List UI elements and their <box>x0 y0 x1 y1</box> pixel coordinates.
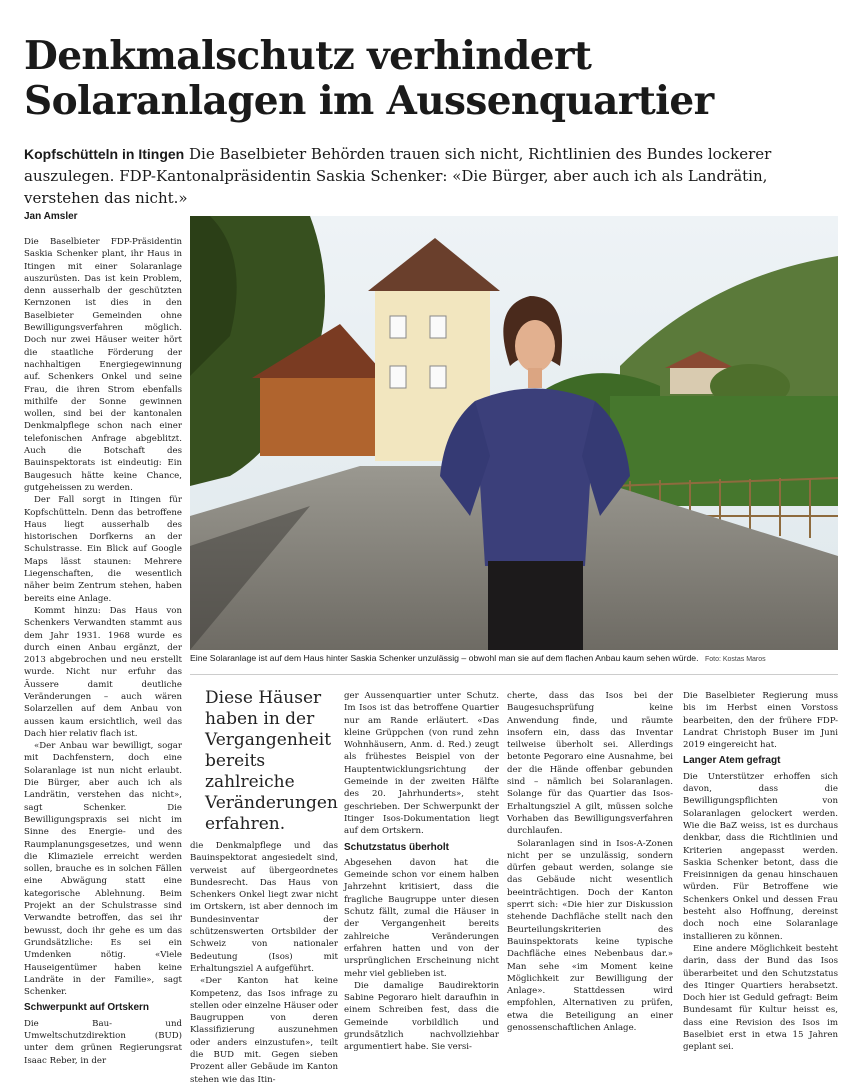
photo-credit: Foto: Kostas Maros <box>704 656 766 663</box>
column-5 <box>683 690 838 1054</box>
article-photo <box>190 216 838 650</box>
column-1 <box>24 236 182 1067</box>
caption-text: Eine Solaranlage ist auf dem Haus hinter Saskia Schenker unzulässig – obwohl man sie auf dem flachen Anbau kaum sehen würde. <box>190 653 699 663</box>
paragraph: cherte, dass das Isos bei der Baugesuchsprüfung keine Anwendung finde, und räumte insofern ein, dass das Inventar teilweise überholt sei. Allerdings betonte Pegoraro eine Ausnahme, bei der die Hände offenbar gebunden sind – nämlich bei Solaranlagen. Solange für das Quartier das Isos-Erhaltungsziel A gilt, müssen solche Vorhaben das Bewilligungsverfahren durchlaufen. <box>507 691 673 837</box>
headline: Denkmalschutz verhindert Solaranlagen im Aussenquartier <box>24 33 714 124</box>
divider <box>190 674 838 675</box>
photo-caption <box>190 653 838 665</box>
subheading: Schutzstatus überholt <box>344 841 450 853</box>
paragraph: ger Aussenquartier unter Schutz. Im Isos ist das betroffene Quartier nur am Rande erläutert. «Das kleine Grüppchen (von rund zehn Wohnhäusern, Anm. d. Red.) zeugt als frühestes Beispiel von der Hauptentwicklungsrichtung der Gemeinde in der zweiten Hälfte des 20. Jahrhunderts», steht geschrieben. Der Schwerpunkt der Itinger Isos-Dokumentation liegt auf dem Ortskern. <box>344 691 499 837</box>
kicker: Kopfschütteln in Itingen <box>24 146 185 162</box>
paragraph: Die Baselbieter FDP-Präsidentin Saskia Schenker plant, ihr Haus in Itingen mit einer Solaranlage auszurüsten. Das ist kein Problem, denn ausserhalb der geschützten Kernzonen ist dies in den Baselbieter Gemeinden ohne Bewilligungsverfahren möglich. Doch nur zwei Häuser weiter hört die staatliche Förderung der nachhaltigen Energiegewinnung auf. Schenkers Onkel und seine Frau, die ihren Strom ebenfalls mithilfe der Sonne gewinnen wollen, sind bei der kantonalen Denkmalpflege schon nach einer telefonischen Anfrage abgeblitzt. Auch die Botschaft des Bauinspektorats ist eindeutig: Ein Baugesuch hätte keine Chance, gutgeheissen zu werden. <box>24 237 182 493</box>
paragraph: Solaranlagen sind in Isos-A-Zonen nicht per se unzulässig, sondern dürfen gebaut werden, solange sie das Gebäude nicht wesentlich beeinträchtigen. Doch der Kanton sperrt sich: «Die hier zur Diskussion stehende Dachfläche stellt nach den Beurteilungskriterien des Bauinspektorats keine typische Dachfläche eines Nebenbaus dar.» Man sehe «im Moment keine Möglichkeit zur Bewilligung der Anlage». Stattdessen wird empfohlen, Alternativen zu prüfen, etwa die Beteiligung an einer genossenschaftlichen Anlage. <box>507 838 673 1034</box>
column-2 <box>190 840 338 1086</box>
paragraph: die Denkmalpflege und das Bauinspektorat angesiedelt sind, verweist auf übergeordnetes Bundesrecht. Das Haus von Schenkers Onkel liegt zwar nicht im Ortskern, ist aber dennoch im Bundesinventar der schützenswerten Ortsbilder der Schweiz von nationaler Bedeutung (Isos) mit Erhaltungsziel A aufgeführt. <box>190 841 338 974</box>
paragraph: «Der Kanton hat keine Kompetenz, das Isos infrage zu stellen oder einzelne Häuser oder Baugruppen von deren Klassifizierung auszunehmen oder anders einzustufen», teilt die BUD mit. Gegen sieben Prozent aller Gebäude im Kanton stehen wie das Itin- <box>190 976 338 1085</box>
paragraph: «Der Anbau war bewilligt, sogar mit Dachfenstern, doch eine Solaranlage ist nun nicht erlaubt. Die Bürger, aber auch ich als Landrätin, verstehen das nicht», sagt Schenker. Die Bewilligungspraxis sei nicht im Sinne des Energie- und des Raumplanungsgesetzes, und wenn die Klimaziele erreicht werden sollen, brauche es in solchen Fällen eine Abwägung statt eine kategorische Ablehnung. Beim Projekt an der Schulstrasse sind Verwandte betroffen, das sei ihr bewusst, doch ihr gehe es um das Grundsätzliche: Es sei ein Umdenken nötig. «Viele Hauseigentümer haben keine Landräte in der Familie», sagt Schenker. <box>24 741 182 998</box>
paragraph: Abgesehen davon hat die Gemeinde schon vor einem halben Jahrzehnt kritisiert, dass die fragliche Baugruppe unter diesen Schutz fällt, zumal die Häuser in der Vergangenheit bereits zahlreiche Veränderungen erfahren hatten und von der ursprünglichen Erscheinung nicht mehr viel geblieben ist. <box>344 857 499 979</box>
lead <box>24 143 834 209</box>
subheading: Langer Atem gefragt <box>683 755 781 767</box>
lead-text: Die Baselbieter Behörden trauen sich nicht, Richtlinien des Bundes lockerer auszulegen. FDP-Kantonalpräsidentin Saskia Schenker: «Die Bürger, aber auch ich als Landrätin, verstehen das nicht.» <box>24 145 772 207</box>
pull-quote: Diese Häuser haben in der Vergangenheit bereits zahlreiche Veränderungen erfahren. <box>205 688 338 834</box>
column-3 <box>344 690 499 1054</box>
author-byline: Jan Amsler <box>24 211 78 222</box>
subheading: Schwerpunkt auf Ortskern <box>24 1002 150 1014</box>
paragraph: Die Baselbieter Regierung muss bis im Herbst einen Vorstoss bearbeiten, den der frühere FDP-Landrat Christoph Buser im Juni 2019 eingereicht hat. <box>683 691 838 751</box>
paragraph: Die Bau- und Umweltschutzdirektion (BUD) unter dem grünen Regierungsrat Isaac Reber, in der <box>24 1018 182 1066</box>
paragraph: Der Fall sorgt in Itingen für Kopfschütteln. Denn das betroffene Haus liegt ausserhalb des historischen Dorfkerns an der Schulstrasse. Ein Blick auf Google Maps lässt staunen: Mehrere Liegenschaften, die wesentlich näher beim Zentrum stehen, haben bereits eine Anlage. <box>24 495 182 604</box>
paragraph: Die damalige Baudirektorin Sabine Pegoraro hielt daraufhin in einem Schreiben fest, dass die Gemeinde vorbildlich und grundsätzlich nachvollziehbar argumentiert habe. Sie versi- <box>344 980 499 1053</box>
column-4 <box>507 690 673 1034</box>
paragraph: Die Unterstützer erhoffen sich davon, dass die Bewilligungspflichten von Solaranlagen gelockert werden. Wie die BaZ weiss, ist es durchaus denkbar, dass die Richtlinien und Kriterien angepasst werden. Saskia Schenker betont, dass die Freisinnigen da genau hinschauen würden. Für Betroffene wie Schenkers Onkel und dessen Frau besteht also Hoffnung, dereinst doch noch eine Solaranlage installieren zu können. <box>683 771 838 942</box>
paragraph: Eine andere Möglichkeit besteht darin, dass der Bund das Isos überarbeitet und den Schutzstatus des Itinger Quartiers herabsetzt. Doch hier ist Geduld gefragt: Beim Bundesamt für Kultur heisst es, dass eine Revision des Isos im Baselbiet erst in etwa 15 Jahren geplant sei. <box>683 943 838 1053</box>
paragraph: Kommt hinzu: Das Haus von Schenkers Verwandten stammt aus dem Jahr 1931. 1968 wurde es durch einen Anbau ergänzt, der 2013 abgebrochen und neu erstellt wurde. Nicht nur erfuhr das Äussere damit deutliche Veränderungen – auch wären Solarzellen auf dem Anbau von aussen kaum ersichtlich, weil das Dach hier relativ flach ist. <box>24 605 182 739</box>
